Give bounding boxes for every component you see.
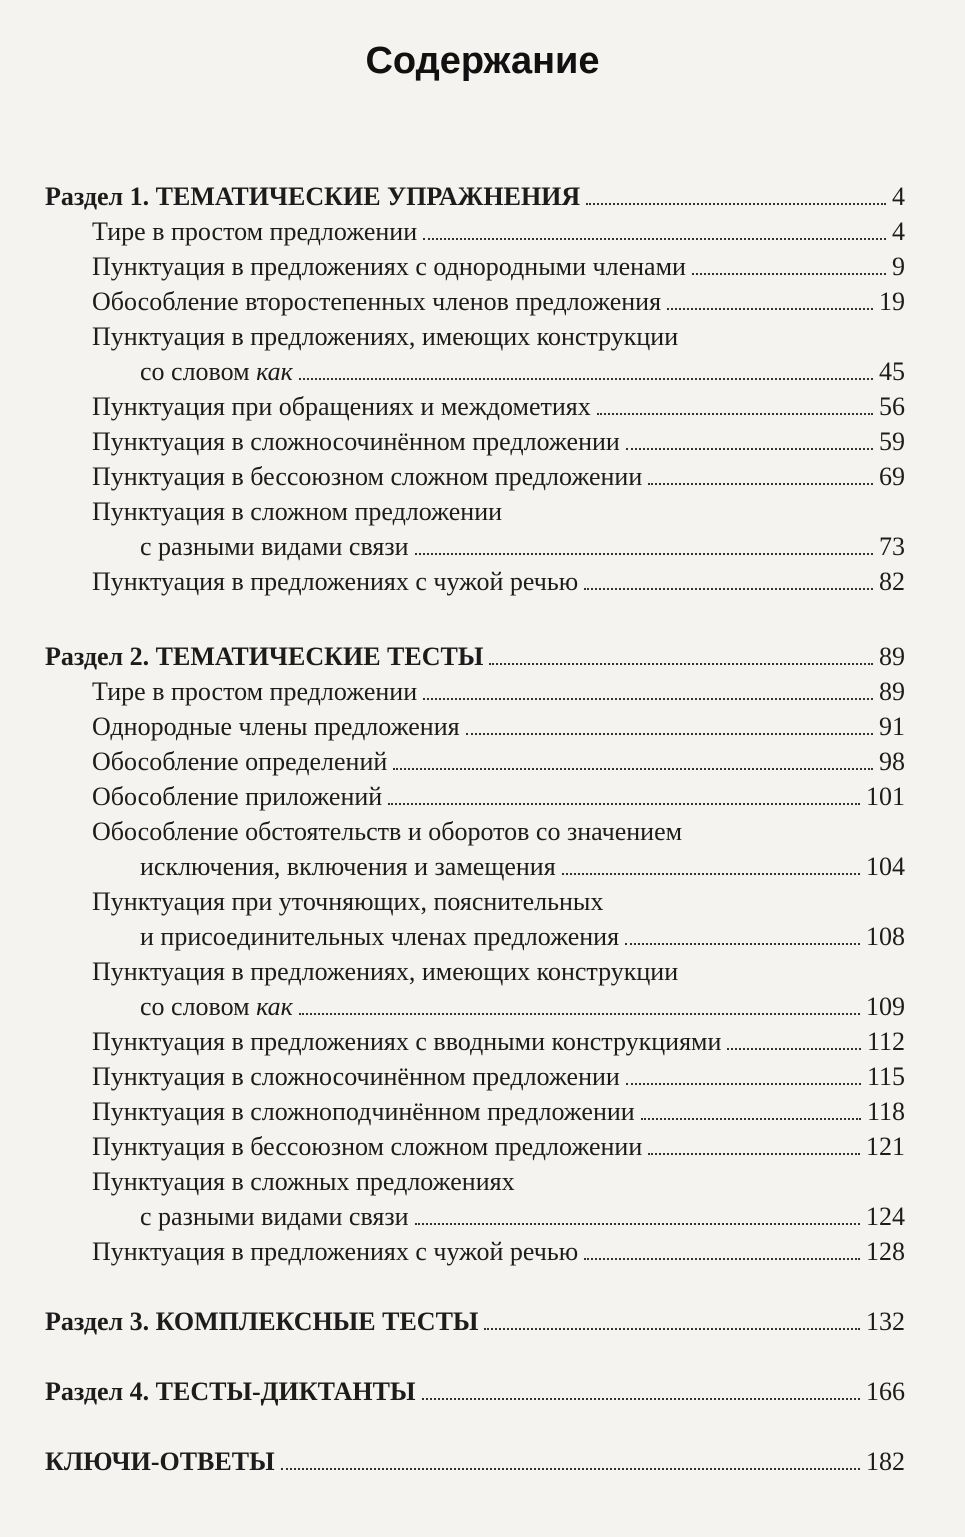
page-title: Содержание	[365, 40, 600, 82]
toc-section-heading[interactable]	[45, 1445, 905, 1479]
toc-entry-label: Пунктуация при обращениях и междометиях	[92, 392, 591, 421]
dot-leader	[484, 1328, 860, 1330]
toc-page-number: 73	[879, 532, 905, 561]
toc-page-number: 82	[879, 567, 905, 596]
toc-entry-label: Пунктуация в предложениях с чужой речью	[92, 1237, 579, 1266]
dot-leader	[422, 1398, 860, 1400]
toc-entry-label: Пунктуация в сложноподчинённом предложении	[92, 1097, 635, 1126]
dot-leader	[641, 1118, 861, 1120]
dot-leader	[562, 873, 860, 875]
toc-entry-label: исключения, включения и замещения	[140, 852, 556, 881]
toc-page-number: 4	[892, 217, 905, 246]
toc-section-heading[interactable]	[45, 1305, 905, 1339]
toc-entry-label: КЛЮЧИ-ОТВЕТЫ	[45, 1447, 275, 1476]
toc-section-heading[interactable]	[45, 1375, 905, 1409]
toc-entry-label: Пунктуация в сложносочинённом предложении	[92, 1062, 620, 1091]
toc-entry-first-line: Обособление обстоятельств и оборотов со значением	[92, 817, 683, 846]
toc-page-number: 19	[879, 287, 905, 316]
toc-entry[interactable]	[92, 565, 905, 599]
toc-entry-label: со словом как	[140, 992, 293, 1021]
toc-entry[interactable]	[92, 390, 905, 424]
toc-entry-label: с разными видами связи	[140, 1202, 409, 1231]
dot-leader	[667, 308, 873, 310]
toc-entry[interactable]	[92, 285, 905, 319]
dot-leader	[299, 1013, 860, 1015]
dot-leader	[626, 448, 873, 450]
dot-leader	[415, 553, 873, 555]
dot-leader	[625, 943, 860, 945]
toc-entry-label: Тире в простом предложении	[92, 217, 418, 246]
toc-entry-label: Однородные члены предложения	[92, 712, 460, 741]
toc-entry[interactable]	[140, 990, 905, 1024]
dot-leader	[388, 803, 860, 805]
toc-entry-label: Пунктуация в бессоюзном сложном предложении	[92, 462, 643, 491]
toc-entry-label: Обособление определений	[92, 747, 388, 776]
toc-entry-label: и присоединительных членах предложения	[140, 922, 620, 951]
toc-entry[interactable]	[92, 1060, 905, 1094]
toc-page-number: 124	[866, 1202, 905, 1231]
toc-entry[interactable]	[92, 460, 905, 494]
toc-entry-label: Тире в простом предложении	[92, 677, 418, 706]
dot-leader	[584, 1258, 860, 1260]
toc-page-number: 91	[879, 712, 905, 741]
toc-entry-label: Пунктуация в предложениях с однородными членами	[92, 252, 686, 281]
toc-page-number: 56	[879, 392, 905, 421]
toc-page-number: 118	[866, 1097, 905, 1126]
toc-entry[interactable]	[140, 530, 905, 564]
dot-leader	[393, 768, 873, 770]
dot-leader	[584, 588, 873, 590]
toc-page-number: 128	[866, 1237, 905, 1266]
toc-page-number: 69	[879, 462, 905, 491]
toc-page-number: 115	[866, 1062, 905, 1091]
toc-entry[interactable]	[92, 250, 905, 284]
dot-leader	[466, 733, 873, 735]
dot-leader	[423, 238, 886, 240]
toc-entry-italic: как	[256, 992, 293, 1021]
toc-entry[interactable]	[92, 780, 905, 814]
toc-section-heading[interactable]	[45, 180, 905, 214]
toc-page-number: 104	[866, 852, 905, 881]
dot-leader	[597, 413, 873, 415]
toc-entry[interactable]	[140, 920, 905, 954]
dot-leader	[692, 273, 886, 275]
toc-page-number: 132	[866, 1307, 905, 1336]
toc-entry-label: Обособление второстепенных членов предложения	[92, 287, 662, 316]
toc-entry-first-line: Пунктуация в предложениях, имеющих конструкции	[92, 957, 679, 986]
toc-entry[interactable]	[92, 425, 905, 459]
dot-leader	[281, 1468, 860, 1470]
toc-page-number: 166	[866, 1377, 905, 1406]
toc-section-heading[interactable]	[45, 640, 905, 674]
toc-page-number: 89	[879, 642, 905, 671]
toc-entry[interactable]	[140, 850, 905, 884]
toc-page-number: 45	[879, 357, 905, 386]
toc-page-number: 109	[866, 992, 905, 1021]
dot-leader	[299, 378, 873, 380]
toc-entry-label: Пунктуация в сложносочинённом предложении	[92, 427, 620, 456]
toc-entry-first-line: Пунктуация в предложениях, имеющих конструкции	[92, 322, 679, 351]
toc-entry-label: со словом как	[140, 357, 293, 386]
toc-entry[interactable]	[92, 215, 905, 249]
dot-leader	[586, 203, 886, 205]
toc-entry-first-line: Пунктуация в сложных предложениях	[92, 1167, 515, 1196]
toc-entry-label: Раздел 3. КОМПЛЕКСНЫЕ ТЕСТЫ	[45, 1307, 479, 1336]
toc-entry-italic: как	[256, 357, 293, 386]
toc-page-number: 89	[879, 677, 905, 706]
toc-entry-label: Пунктуация в бессоюзном сложном предложении	[92, 1132, 643, 1161]
dot-leader	[648, 1153, 860, 1155]
toc-entry[interactable]	[140, 1200, 905, 1234]
toc-entry[interactable]	[92, 675, 905, 709]
dot-leader	[626, 1083, 861, 1085]
toc-page-number: 9	[892, 252, 905, 281]
toc-entry[interactable]	[140, 355, 905, 389]
toc-page-number: 98	[879, 747, 905, 776]
dot-leader	[489, 663, 873, 665]
toc-page-number: 121	[866, 1132, 905, 1161]
toc-entry-first-line: Пунктуация при уточняющих, пояснительных	[92, 887, 604, 916]
toc-page-number: 101	[866, 782, 905, 811]
toc-page-number: 182	[866, 1447, 905, 1476]
toc-entry[interactable]	[92, 745, 905, 779]
toc-entry[interactable]	[92, 710, 905, 744]
toc-page-number: 112	[866, 1027, 905, 1056]
dot-leader	[648, 483, 873, 485]
toc-entry[interactable]	[92, 1095, 905, 1129]
toc-entry-label: Раздел 4. ТЕСТЫ-ДИКТАНТЫ	[45, 1377, 416, 1406]
toc-page-number: 4	[892, 182, 905, 211]
toc-entry-label: Обособление приложений	[92, 782, 383, 811]
toc-entry[interactable]	[92, 1025, 905, 1059]
toc-entry-label: Пунктуация в предложениях с вводными конструкциями	[92, 1027, 722, 1056]
dot-leader	[423, 698, 873, 700]
toc-entry[interactable]	[92, 1235, 905, 1269]
dot-leader	[727, 1048, 861, 1050]
toc-entry-first-line: Пунктуация в сложном предложении	[92, 497, 503, 526]
toc-entry-label: Раздел 1. ТЕМАТИЧЕСКИЕ УПРАЖНЕНИЯ	[45, 182, 581, 211]
toc-entry-label: Пунктуация в предложениях с чужой речью	[92, 567, 579, 596]
toc-entry-label: Раздел 2. ТЕМАТИЧЕСКИЕ ТЕСТЫ	[45, 642, 484, 671]
toc-entry[interactable]	[92, 1130, 905, 1164]
toc-entry-label: с разными видами связи	[140, 532, 409, 561]
dot-leader	[415, 1223, 860, 1225]
toc-page-number: 59	[879, 427, 905, 456]
toc-page-number: 108	[866, 922, 905, 951]
